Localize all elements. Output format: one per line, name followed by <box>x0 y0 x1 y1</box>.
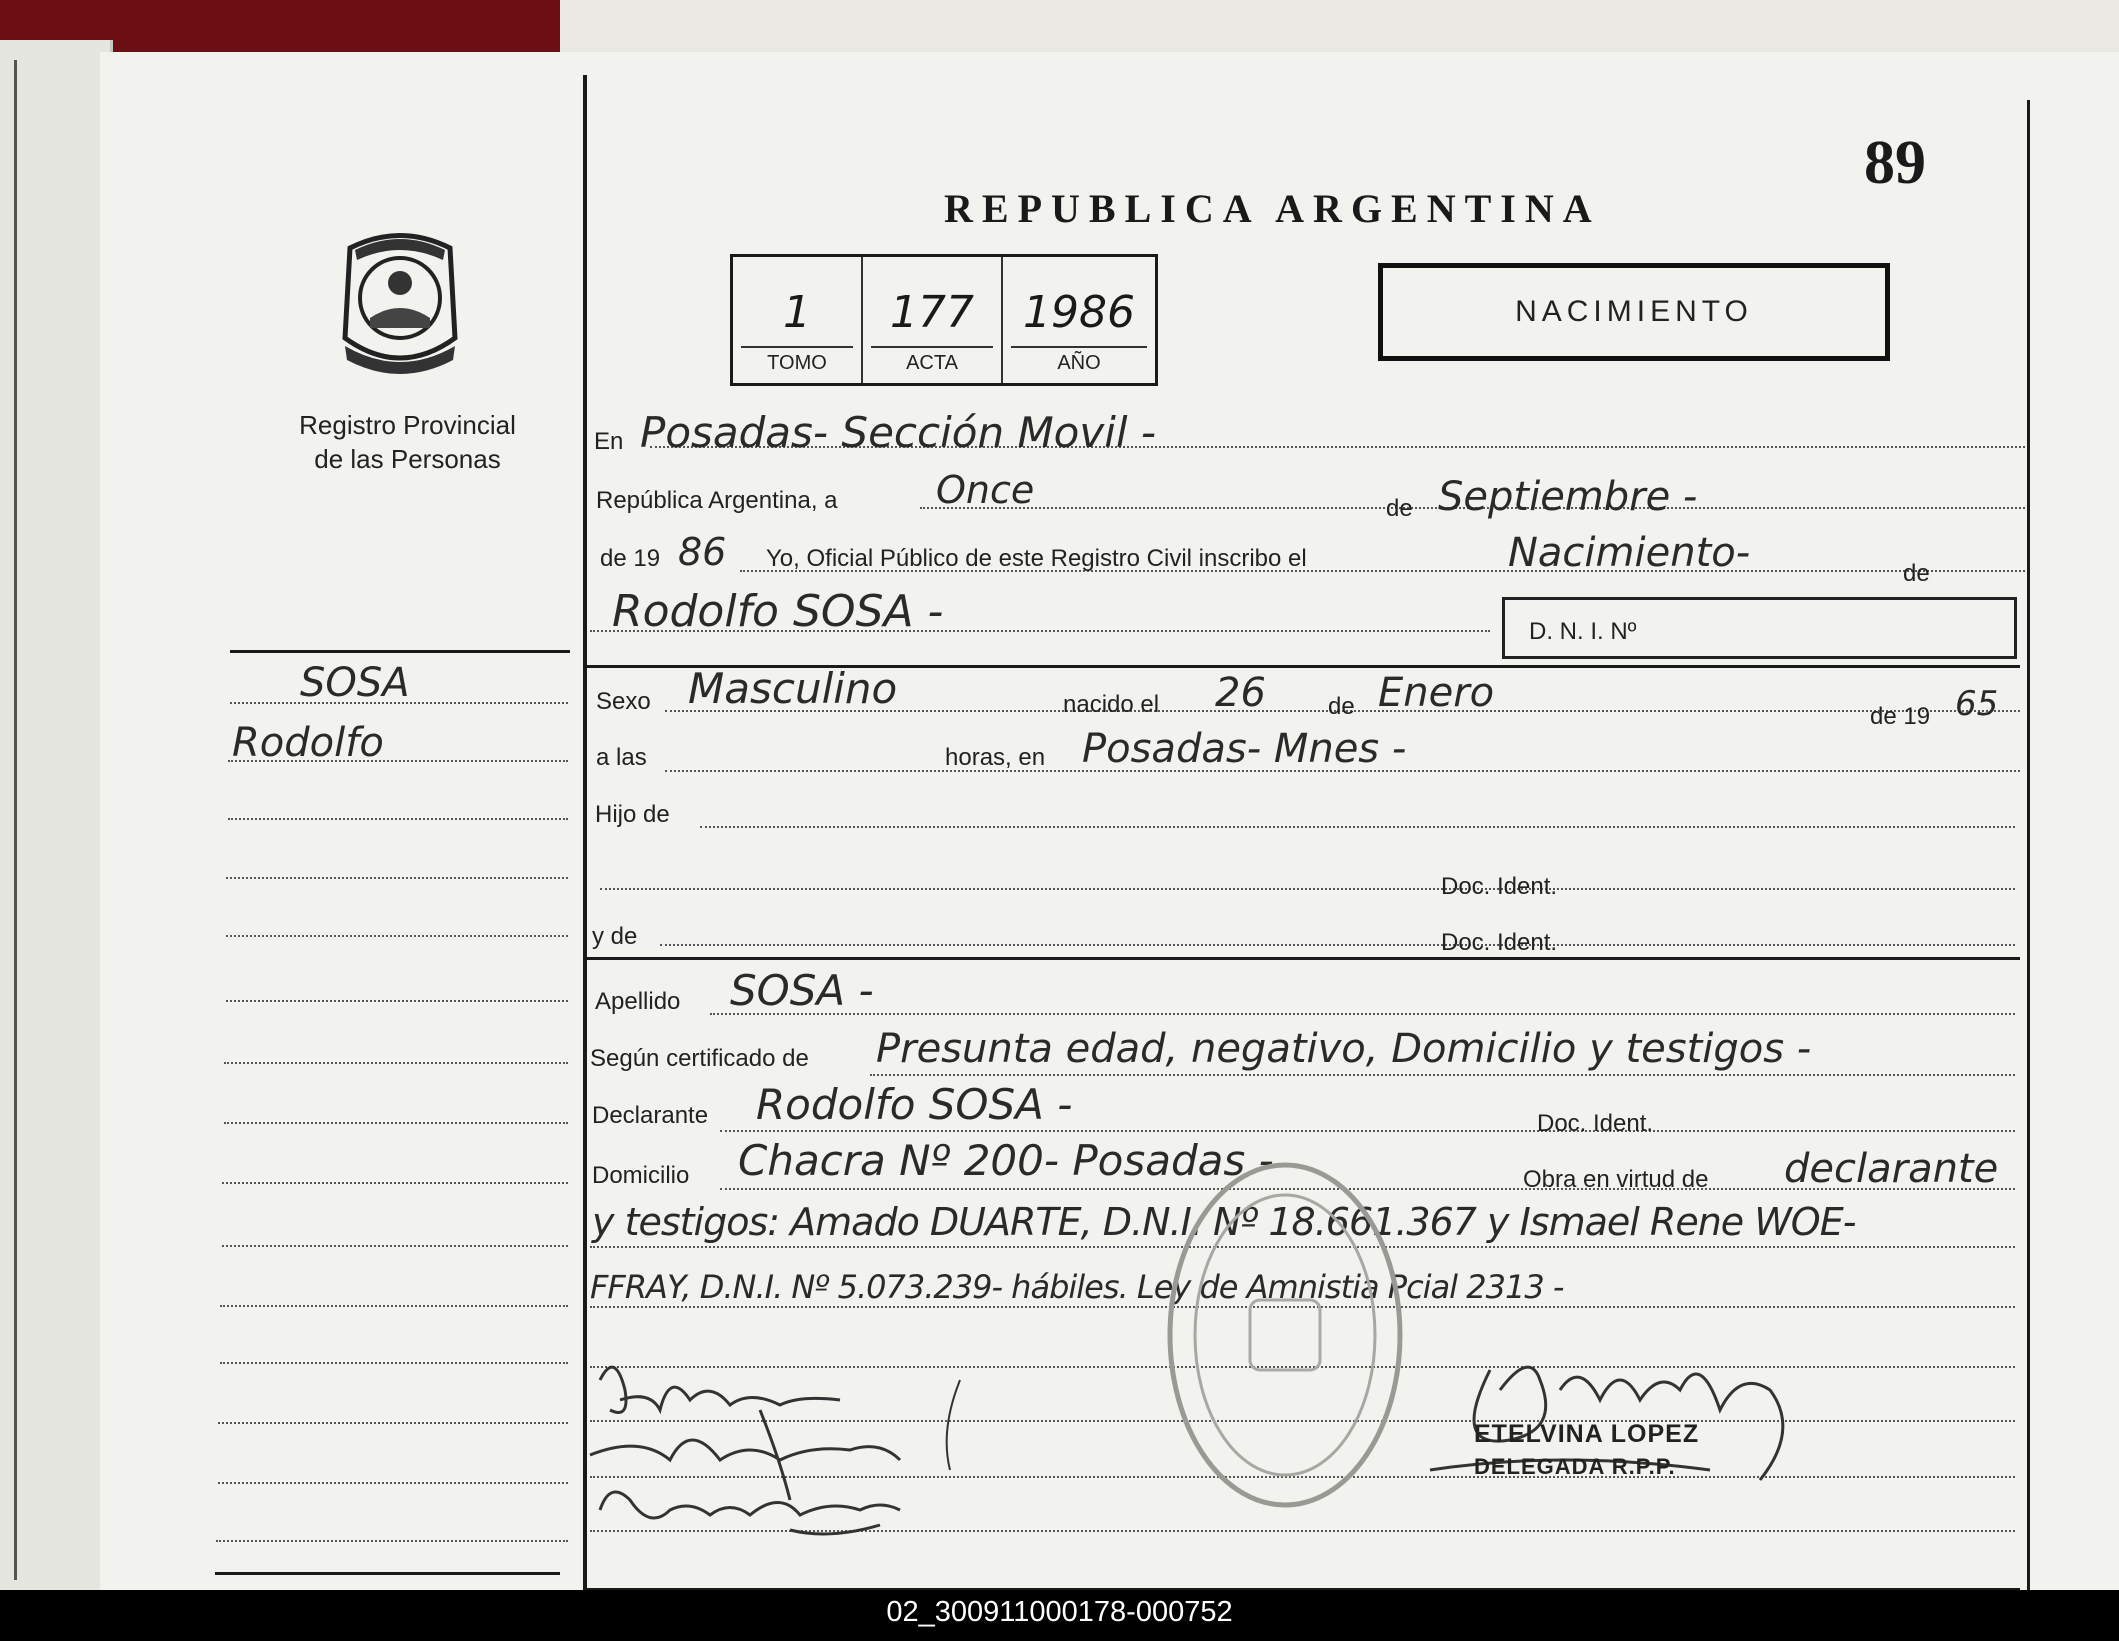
en-value: Posadas- Sección Movil - <box>640 408 1157 457</box>
margin-line <box>226 935 568 937</box>
a-las-label: a las <box>596 744 647 771</box>
ano-label: AÑO <box>1011 346 1147 375</box>
continuation-line-1: y testigos: Amado DUARTE, D.N.I. Nº 18.661.367 y Ismael Rene WOE- <box>592 1200 1856 1244</box>
margin-line <box>222 1245 568 1247</box>
tomo-value: 1 <box>783 287 811 338</box>
record-number-box <box>730 254 1158 386</box>
official-name: ETELVINA LOPEZ <box>1474 1420 1700 1448</box>
acta-value: 177 <box>890 287 974 338</box>
de-label: de <box>1903 560 1930 587</box>
segun-value: Presunta edad, negativo, Domicilio y testigos - <box>876 1026 1812 1072</box>
act-type-box: NACIMIENTO <box>1378 263 1890 361</box>
background-strip <box>560 0 2119 58</box>
birth-year-prefix: de 19 <box>1870 703 1931 730</box>
registry-name <box>270 408 545 476</box>
official-stamp-icon <box>1160 1150 1410 1520</box>
form-line <box>660 944 2015 946</box>
hijo-label: Hijo de <box>595 801 670 828</box>
margin-line <box>226 877 568 879</box>
apellido-value: SOSA - <box>730 966 874 1015</box>
doc-ident-label: Doc. Ident. <box>1537 1110 1654 1137</box>
domicilio-label: Domicilio <box>592 1162 690 1189</box>
republica-label: República Argentina, a <box>596 487 838 514</box>
right-border <box>2027 100 2030 1590</box>
ano-value: 1986 <box>1023 287 1135 338</box>
country-title: REPUBLICA ARGENTINA <box>944 186 1601 231</box>
registry-name-line2: de las Personas <box>314 444 501 474</box>
domicilio-value: Chacra Nº 200- Posadas - <box>738 1136 1274 1185</box>
doc-ident-label: Doc. Ident. <box>1441 873 1558 900</box>
acta-cell <box>863 257 1003 383</box>
form-line <box>720 1130 2015 1132</box>
margin-given-name: Rodolfo <box>232 720 384 766</box>
nacido-label: nacido el <box>1063 691 1160 718</box>
continuation-line-2: FFRAY, D.N.I. Nº 5.073.239- hábiles. Ley de Amnistia Pcial 2313 - <box>590 1268 1564 1306</box>
birth-day: 26 <box>1215 670 1266 716</box>
margin-line <box>220 1305 568 1307</box>
margin-line <box>224 1062 568 1064</box>
facing-page-rule <box>14 60 17 1580</box>
margin-line <box>216 1540 568 1542</box>
birth-month: Enero <box>1378 670 1495 716</box>
doc-ident-label: Doc. Ident. <box>1441 929 1558 956</box>
margin-line <box>218 1422 568 1424</box>
obra-value: declarante <box>1784 1146 1999 1192</box>
dni-box <box>1502 597 2017 659</box>
margin-line <box>220 1362 568 1364</box>
registry-name-line1: Registro Provincial <box>299 410 516 440</box>
segun-label: Según certificado de <box>590 1045 809 1072</box>
yo-text: Yo, Oficial Público de este Registro Civil inscribo el <box>766 545 1307 572</box>
day-value: Once <box>936 468 1035 512</box>
tomo-cell <box>733 257 863 383</box>
form-line <box>700 826 2015 828</box>
y-de-label: y de <box>592 923 638 950</box>
declarante-label: Declarante <box>592 1102 709 1129</box>
margin-line <box>218 1482 568 1484</box>
birth-place: Posadas- Mnes - <box>1082 726 1407 772</box>
apellido-label: Apellido <box>595 988 681 1015</box>
tomo-label: TOMO <box>741 346 853 375</box>
year-value: 86 <box>678 530 727 574</box>
sexo-label: Sexo <box>596 688 651 715</box>
birth-year-value: 65 <box>1955 684 1999 724</box>
de-label: de <box>1328 693 1355 720</box>
margin-line <box>228 818 568 820</box>
form-line <box>600 888 2015 890</box>
margin-top-rule <box>230 650 570 653</box>
form-line <box>870 1074 2015 1076</box>
obra-label: Obra en virtud de <box>1523 1166 1709 1193</box>
act-value: Nacimiento- <box>1508 530 1751 576</box>
margin-line <box>226 1000 568 1002</box>
ano-cell <box>1003 257 1155 383</box>
declarante-value: Rodolfo SOSA - <box>756 1080 1073 1129</box>
witness-signatures <box>580 1350 1000 1590</box>
dni-label: D. N. I. Nº <box>1529 618 1637 645</box>
official-title: DELEGADA R.P.P. <box>1474 1454 1676 1479</box>
margin-line <box>224 1122 568 1124</box>
acta-label: ACTA <box>871 346 993 375</box>
de-label: de <box>1386 495 1413 522</box>
margin-bottom-rule <box>215 1572 560 1575</box>
horas-label: horas, en <box>945 744 1046 771</box>
margin-surname: SOSA <box>300 660 410 706</box>
image-caption: 02_300911000178-000752 <box>886 1596 1233 1628</box>
en-label: En <box>594 428 624 455</box>
page-number: 89 <box>1864 129 1926 197</box>
sexo-value: Masculino <box>688 664 898 713</box>
section-rule <box>585 957 2020 960</box>
person-value: Rodolfo SOSA - <box>612 586 944 637</box>
month-value: Septiembre - <box>1438 474 1698 520</box>
province-seal-icon <box>325 228 475 378</box>
margin-line <box>222 1182 568 1184</box>
form-line <box>710 1013 2015 1015</box>
year-prefix: de 19 <box>600 545 661 572</box>
